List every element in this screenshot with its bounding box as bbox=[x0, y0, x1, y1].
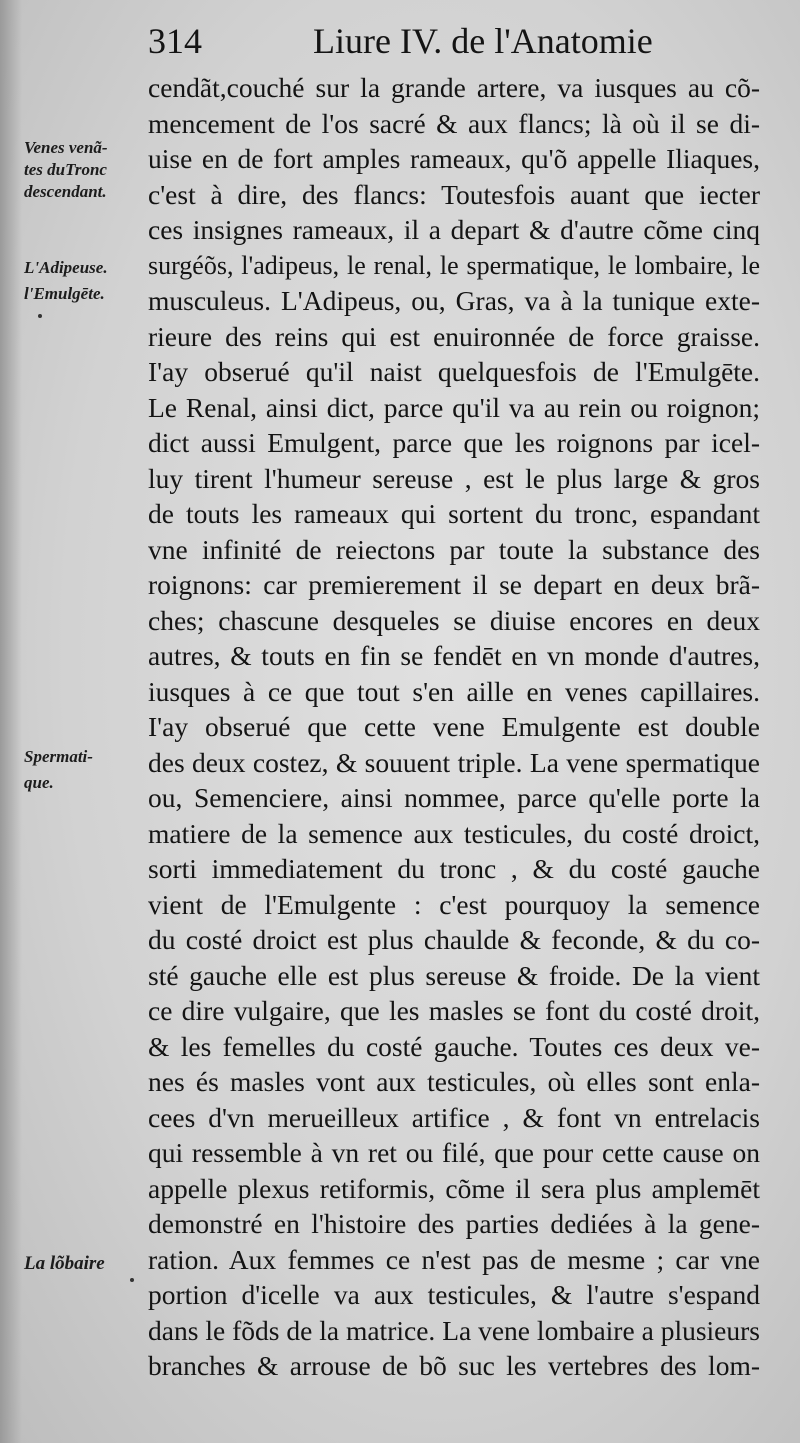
margin-note-venes-2: tes duTronc bbox=[24, 160, 107, 179]
text-line: c'est à dire, des flancs: Toutesfois auant que iecter bbox=[148, 178, 760, 210]
margin-note-venes-3: descendant. bbox=[24, 182, 107, 201]
text-line: I'ay obserué que cette vene Emulgente est double bbox=[148, 711, 760, 742]
text-line: ce dire vulgaire, que les masles se font du costé droit, bbox=[148, 995, 760, 1026]
page-edge-shadow bbox=[0, 0, 22, 1443]
text-line: de touts les rameaux qui sortent du tronc, espandant bbox=[148, 498, 760, 529]
text-line: matiere de la semence aux testicules, du costé droict, bbox=[148, 817, 760, 849]
text-line: portion d'icelle va aux testicules, & l'autre s'espand bbox=[148, 1279, 760, 1310]
text-line: sté gauche elle est plus sereuse & froide. De la vient bbox=[148, 959, 760, 991]
text-line: cees d'vn merueilleux artifice , & font vn entrelacis bbox=[148, 1101, 760, 1133]
margin-note-adipeuse: L'Adipeuse. bbox=[24, 258, 108, 277]
text-line: autres, & touts en fin se fendēt en vn monde d'autres, bbox=[148, 640, 760, 671]
text-line: Le Renal, ainsi dict, parce qu'il va au rein ou roignon; bbox=[148, 391, 760, 423]
text-line: sorti immediatement du tronc , & du costé gauche bbox=[148, 853, 760, 884]
running-title: Liure IV. de l'Anatomie bbox=[313, 21, 653, 61]
text-line: ration. Aux femmes ce n'est pas de mesme ; car vne bbox=[148, 1243, 760, 1275]
text-line: roignons: car premierement il se depart en deux brã- bbox=[148, 569, 760, 600]
text-line: des deux costez, & souuent triple. La vene spermatique bbox=[148, 746, 760, 778]
text-line: cendãt,couché sur la grande artere, va iusques au cõ- bbox=[148, 72, 760, 103]
text-line: I'ay obserué qu'il naist quelquesfois de l'Emulgēte. bbox=[148, 356, 760, 387]
text-line: surgéõs, l'adipeus, le renal, le spermatique, le lombaire, le bbox=[148, 250, 760, 280]
margin-note-spermatique-2: que. bbox=[24, 773, 54, 792]
text-line: qui ressemble à vn ret ou filé, que pour cette cause on bbox=[148, 1137, 760, 1168]
text-line: dans le fõds de la matrice. La vene lombaire a plusieurs bbox=[148, 1314, 760, 1346]
body-text bbox=[148, 70, 760, 1384]
margin-note-emulgente: l'Emulgēte. bbox=[24, 284, 105, 303]
text-line: rieure des reins qui est enuironnée de force graisse. bbox=[148, 320, 760, 352]
text-line: & les femelles du costé gauche. Toutes ces deux ve- bbox=[148, 1030, 760, 1062]
text-line: vient de l'Emulgente : c'est pourquoy la semence bbox=[148, 888, 760, 920]
page-header bbox=[148, 16, 758, 66]
margin-note-spermatique-1: Spermati- bbox=[24, 747, 93, 766]
text-line: musculeus. L'Adipeus, ou, Gras, va à la tunique exte- bbox=[148, 285, 760, 316]
text-line: uise en de fort amples rameaux, qu'õ appelle Iliaques, bbox=[148, 143, 760, 174]
text-line: ou, Semenciere, ainsi nommee, parce qu'elle porte la bbox=[148, 782, 760, 813]
page-number: 314 bbox=[148, 21, 202, 61]
text-line: demonstré en l'histoire des parties dediées à la gene- bbox=[148, 1208, 760, 1239]
text-line: appelle plexus retiformis, cõme il sera plus amplemēt bbox=[148, 1172, 760, 1204]
text-line: mencement de l'os sacré & aux flancs; là où il se di- bbox=[148, 107, 760, 139]
text-line: vne infinité de reiectons par toute la substance des bbox=[148, 533, 760, 565]
text-line: iusques à ce que tout s'en aille en venes capillaires. bbox=[148, 675, 760, 707]
ink-speck bbox=[38, 314, 42, 318]
text-line: luy tirent l'humeur sereuse , est le plus large & gros bbox=[148, 462, 760, 494]
margin-note-venes-1: Venes venã- bbox=[24, 138, 108, 157]
margin-note-lombaire: La lõbaire bbox=[24, 1253, 105, 1274]
text-line: du costé droict est plus chaulde & feconde, & du co- bbox=[148, 924, 760, 955]
text-line: ches; chascune desqueles se diuise encores en deux bbox=[148, 604, 760, 636]
ink-speck bbox=[130, 1278, 134, 1282]
text-line: dict aussi Emulgent, parce que les roignons par icel- bbox=[148, 427, 760, 458]
text-line: nes és masles vont aux testicules, où elles sont enla- bbox=[148, 1066, 760, 1097]
text-line: ces insignes rameaux, il a depart & d'autre cõme cinq bbox=[148, 214, 760, 245]
text-line: branches & arrouse de bõ suc les vertebres des lom- bbox=[148, 1350, 760, 1381]
